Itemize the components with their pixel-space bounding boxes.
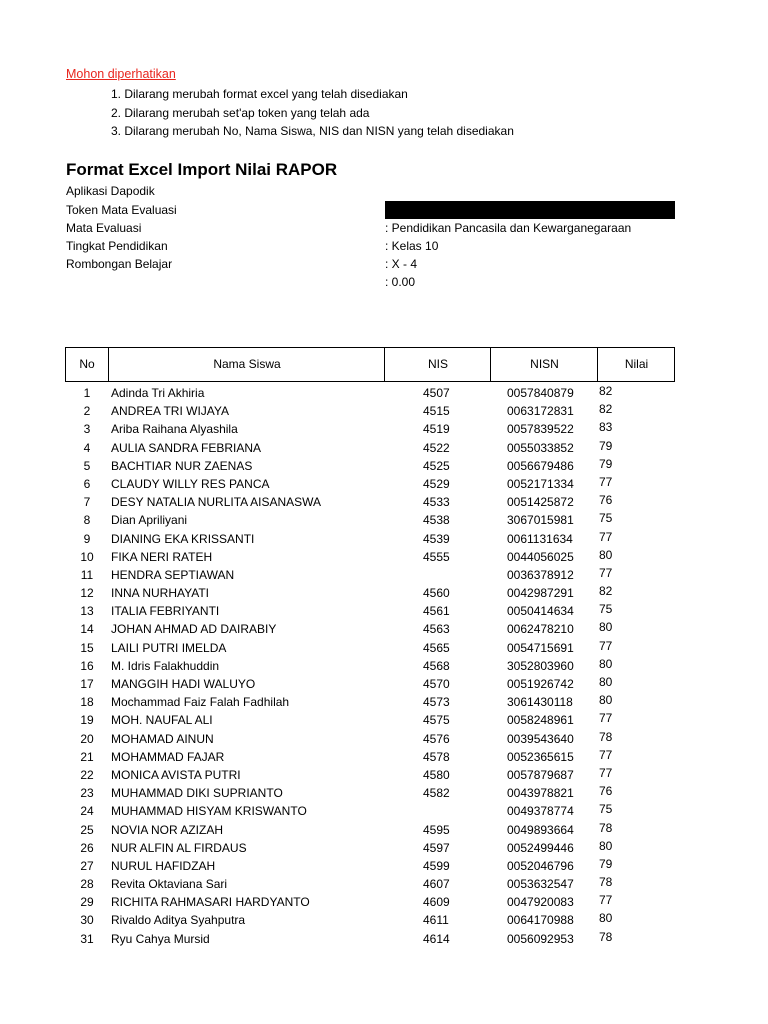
row-nis: 4563 [423, 622, 450, 637]
row-no: 3 [83, 422, 91, 437]
table-row [0, 511, 768, 529]
extra-value: : 0.00 [385, 275, 416, 289]
header-nilai: Nilai [597, 348, 675, 381]
row-nis: 4614 [423, 931, 450, 946]
subject-value: : Pendidikan Pancasila dan Kewarganegaraan [385, 221, 632, 235]
row-name: MUHAMMAD DIKI SUPRIANTO [111, 786, 283, 801]
row-nilai: 75 [599, 802, 613, 817]
row-name: CLAUDY WILLY RES PANCA [111, 476, 270, 491]
table-row [0, 548, 768, 566]
header-nis: NIS [384, 348, 491, 381]
row-name: M. Idris Falakhuddin [111, 658, 220, 673]
row-name: INNA NURHAYATI [111, 586, 210, 601]
row-no: 6 [83, 476, 91, 491]
table-row [0, 930, 768, 948]
row-nis: 4519 [423, 422, 450, 437]
row-nis: 4538 [423, 513, 450, 528]
row-nilai: 78 [599, 820, 613, 835]
row-name: NURUL HAFIDZAH [111, 858, 216, 873]
table-row [0, 620, 768, 638]
row-name: JOHAN AHMAD AD DAIRABIY [111, 622, 277, 637]
row-name: Mochammad Faiz Falah Fadhilah [111, 695, 290, 710]
table-row [0, 457, 768, 475]
notice-rule: 1. Dilarang merubah format excel yang telah disediakan [111, 87, 408, 101]
row-nilai: 80 [599, 838, 613, 853]
table-row [0, 475, 768, 493]
row-name: LAILI PUTRI IMELDA [111, 640, 227, 655]
table-row [0, 711, 768, 729]
table-row [0, 784, 768, 802]
row-name: DESY NATALIA NURLITA AISANASWA [111, 495, 322, 510]
row-no: 17 [80, 677, 94, 691]
row-name: Ariba Raihana Alyashila [111, 422, 238, 437]
header-no: No [79, 357, 95, 371]
row-nisn: 0047920083 [507, 895, 574, 910]
row-nis: 4597 [423, 840, 450, 855]
row-name: RICHITA RAHMASARI HARDYANTO [111, 895, 310, 910]
row-nisn: 0036378912 [507, 567, 574, 582]
row-nisn: 0052171334 [507, 476, 574, 491]
row-nilai: 82 [599, 402, 613, 417]
row-no: 5 [83, 458, 91, 473]
row-no: 11 [80, 567, 94, 582]
row-name: Ryu Cahya Mursid [111, 931, 210, 946]
row-nis: 4539 [423, 531, 450, 546]
row-nisn: 0055033852 [507, 440, 574, 455]
row-nilai: 79 [599, 456, 613, 471]
row-nis: 4568 [423, 658, 450, 673]
row-name: ANDREA TRI WIJAYA [111, 404, 230, 419]
row-nis: 4565 [423, 640, 450, 655]
row-nilai: 78 [599, 875, 613, 890]
row-no: 13 [80, 604, 94, 619]
row-nis: 4576 [423, 731, 450, 746]
row-no: 21 [80, 749, 94, 764]
app-label: Aplikasi Dapodik [66, 184, 155, 198]
row-nis: 4522 [423, 440, 450, 455]
row-no: 9 [83, 531, 91, 546]
notice-rule: 3. Dilarang merubah No, Nama Siswa, NIS dan NISN yang telah disediakan [111, 124, 514, 138]
row-nisn: 3067015981 [507, 513, 574, 528]
row-no: 16 [80, 658, 94, 673]
row-nilai: 79 [599, 438, 613, 453]
row-name: Rivaldo Aditya Syahputra [111, 913, 246, 928]
row-nisn: 0054715691 [507, 640, 574, 655]
table-row [0, 420, 768, 438]
table-row [0, 402, 768, 420]
table-row [0, 911, 768, 929]
row-no: 20 [80, 731, 94, 746]
row-nilai: 82 [599, 584, 613, 599]
document-title: Format Excel Import Nilai RAPOR [66, 160, 338, 179]
row-no: 26 [80, 840, 94, 855]
row-nisn: 0064170988 [507, 913, 574, 928]
row-nis: 4555 [423, 549, 450, 564]
table-row [0, 802, 768, 820]
table-row [0, 675, 768, 693]
row-no: 15 [80, 640, 94, 655]
table-row [0, 566, 768, 584]
row-no: 23 [80, 786, 94, 801]
row-nilai: 77 [599, 893, 613, 908]
group-label: Rombongan Belajar [66, 257, 173, 271]
row-nis: 4578 [423, 749, 450, 764]
row-name: Adinda Tri Akhiria [111, 386, 205, 400]
row-nisn: 0056092953 [507, 931, 574, 946]
row-nis: 4599 [423, 858, 450, 873]
row-nisn: 3052803960 [507, 658, 574, 673]
group-value: : X - 4 [385, 257, 418, 271]
table-row [0, 839, 768, 857]
row-no: 12 [80, 586, 94, 601]
row-nisn: 0043978821 [507, 786, 574, 801]
row-nisn: 0053632547 [507, 877, 574, 892]
row-nisn: 0057839522 [507, 422, 574, 437]
row-nisn: 0044056025 [507, 549, 574, 564]
table-row [0, 639, 768, 657]
row-nilai: 77 [599, 529, 613, 544]
row-nis: 4533 [423, 495, 450, 510]
level-value: : Kelas 10 [385, 239, 439, 253]
row-nis: 4609 [423, 895, 450, 910]
row-name: DIANING EKA KRISSANTI [111, 531, 255, 546]
row-no: 8 [83, 513, 91, 528]
row-name: MOHAMMAD FAJAR [111, 749, 225, 764]
row-name: MONICA AVISTA PUTRI [111, 767, 241, 782]
row-nilai: 77 [599, 711, 613, 726]
row-nisn: 0056679486 [507, 458, 574, 473]
header-name: Nama Siswa [108, 348, 385, 381]
row-name: Revita Oktaviana Sari [111, 877, 228, 892]
row-nilai: 76 [599, 493, 613, 508]
row-nilai: 80 [599, 911, 613, 926]
row-nilai: 77 [599, 747, 613, 762]
row-nisn: 0058248961 [507, 713, 574, 728]
notice-rules [111, 85, 514, 141]
row-nisn: 0049378774 [507, 804, 574, 819]
row-no: 22 [80, 767, 94, 782]
table-header [65, 347, 675, 382]
row-no: 29 [80, 895, 94, 910]
row-nilai: 77 [599, 638, 613, 653]
header-nisn: NISN [490, 348, 598, 381]
row-nilai: 77 [599, 565, 613, 580]
row-nis: 4575 [423, 713, 450, 728]
row-nis: 4573 [423, 695, 450, 710]
row-name: NOVIA NOR AZIZAH [111, 822, 224, 837]
row-nisn: 0061131634 [507, 531, 573, 546]
row-name: MOHAMAD AINUN [111, 731, 214, 746]
row-nis: 4595 [423, 822, 450, 837]
row-no: 18 [80, 695, 94, 710]
row-nis: 4560 [423, 586, 450, 601]
row-nis: 4529 [423, 476, 450, 491]
row-name: NUR ALFIN AL FIRDAUS [111, 840, 247, 855]
row-nilai: 78 [599, 929, 613, 944]
row-nisn: 0042987291 [507, 586, 574, 601]
row-nilai: 75 [599, 511, 613, 526]
row-nilai: 80 [599, 693, 613, 708]
row-name: MUHAMMAD HISYAM KRISWANTO [111, 804, 307, 819]
row-nilai: 79 [599, 856, 613, 871]
table-body [0, 384, 768, 948]
row-nilai: 78 [599, 729, 613, 744]
row-no: 1 [83, 386, 91, 400]
row-nis: 4525 [423, 458, 450, 473]
row-no: 4 [83, 440, 91, 455]
subject-label: Mata Evaluasi [66, 221, 142, 235]
row-name: MANGGIH HADI WALUYO [111, 677, 256, 691]
row-name: Dian Apriliyani [111, 513, 188, 528]
row-nisn: 0050414634 [507, 604, 574, 619]
table-row [0, 893, 768, 911]
row-no: 27 [80, 858, 94, 873]
notice-title: Mohon diperhatikan [66, 67, 176, 81]
row-nilai: 80 [599, 620, 613, 635]
row-nisn: 0052365615 [507, 749, 574, 764]
row-no: 25 [80, 822, 94, 837]
row-no: 24 [80, 804, 94, 819]
row-nisn: 0051425872 [507, 495, 574, 510]
row-no: 28 [80, 877, 94, 892]
row-nisn: 0052499446 [507, 840, 574, 855]
row-name: HENDRA SEPTIAWAN [111, 567, 235, 582]
token-label: Token Mata Evaluasi [66, 203, 177, 217]
row-no: 2 [83, 404, 91, 419]
row-nilai: 75 [599, 602, 613, 617]
token-redacted-bar [385, 201, 675, 219]
row-nis: 4607 [423, 877, 450, 892]
row-name: AULIA SANDRA FEBRIANA [111, 440, 262, 455]
row-name: MOH. NAUFAL ALI [111, 713, 213, 728]
row-nis: 4570 [423, 677, 450, 691]
row-nilai: 80 [599, 656, 613, 671]
row-no: 14 [80, 622, 94, 637]
row-nisn: 0049893664 [507, 822, 574, 837]
table-row [0, 748, 768, 766]
row-no: 10 [80, 549, 94, 564]
row-nisn: 0057840879 [507, 386, 574, 400]
row-nis: 4561 [423, 604, 450, 619]
table-row [0, 493, 768, 511]
row-nilai: 83 [599, 420, 613, 435]
row-nis: 4580 [423, 767, 450, 782]
table-row [0, 530, 768, 548]
row-nisn: 0052046796 [507, 858, 574, 873]
row-nisn: 0057879687 [507, 767, 574, 782]
row-nis: 4611 [423, 913, 449, 928]
table-row [0, 821, 768, 839]
row-no: 19 [80, 713, 94, 728]
table-row [0, 657, 768, 675]
table-row [0, 602, 768, 620]
row-nisn: 0062478210 [507, 622, 574, 637]
row-nilai: 77 [599, 765, 613, 780]
row-no: 30 [80, 913, 94, 928]
row-nis: 4515 [423, 404, 450, 419]
row-nisn: 0063172831 [507, 404, 574, 419]
table-row [0, 875, 768, 893]
row-nilai: 76 [599, 784, 613, 799]
row-nilai: 77 [599, 474, 613, 489]
row-nis: 4507 [423, 386, 450, 400]
row-name: BACHTIAR NUR ZAENAS [111, 458, 253, 473]
row-no: 7 [83, 495, 91, 510]
row-nilai: 80 [599, 675, 613, 689]
row-nis: 4582 [423, 786, 450, 801]
row-name: FIKA NERI RATEH [111, 549, 213, 564]
row-nilai: 82 [599, 384, 613, 398]
row-nilai: 80 [599, 547, 613, 562]
table-row [0, 857, 768, 875]
table-row [0, 584, 768, 602]
row-name: ITALIA FEBRIYANTI [111, 604, 220, 619]
row-no: 31 [80, 931, 94, 946]
row-nisn: 0039543640 [507, 731, 574, 746]
table-row [0, 384, 768, 402]
table-row [0, 766, 768, 784]
notice-rule: 2. Dilarang merubah set'ap token yang telah ada [111, 105, 370, 120]
table-row [0, 693, 768, 711]
level-label: Tingkat Pendidikan [66, 239, 168, 253]
table-row [0, 439, 768, 457]
row-nisn: 3061430118 [507, 695, 573, 710]
table-row [0, 730, 768, 748]
row-nisn: 0051926742 [507, 677, 574, 691]
